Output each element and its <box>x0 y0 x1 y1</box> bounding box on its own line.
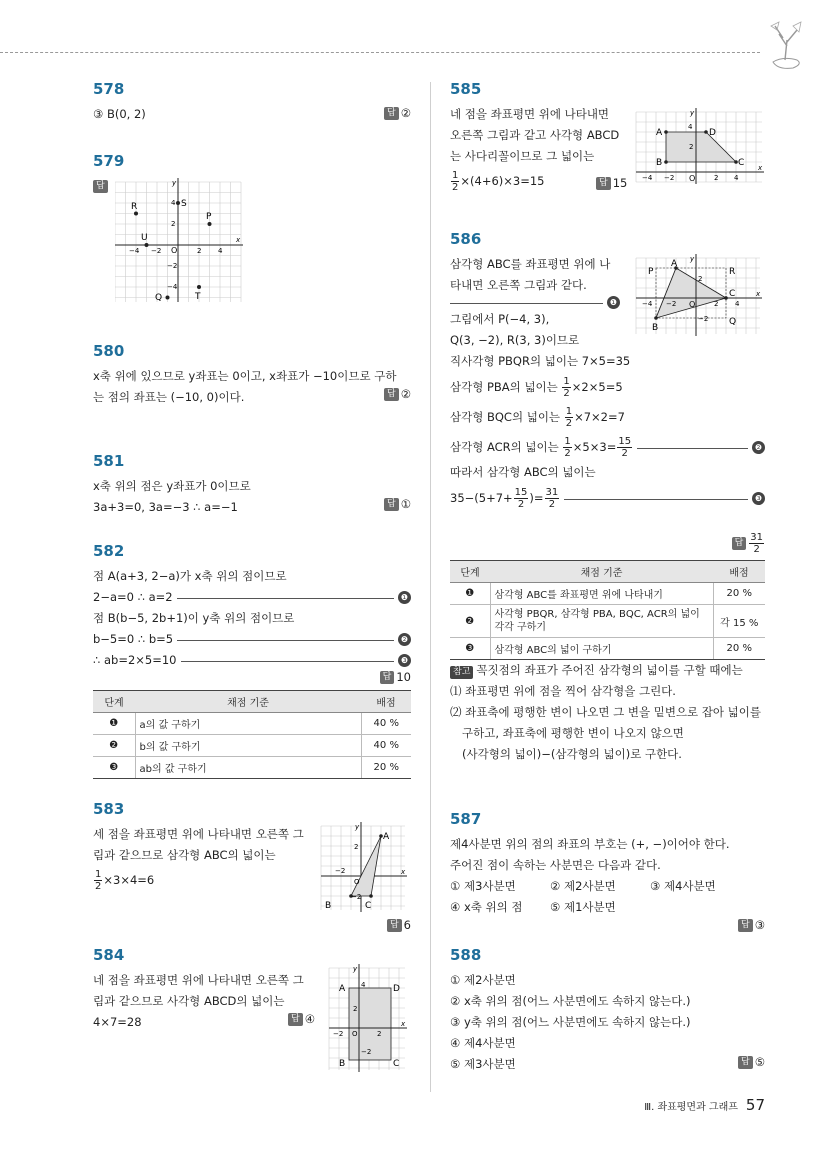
solution-text: 2−a=0 ∴ a=2 <box>93 590 173 604</box>
answer <box>387 918 411 932</box>
solution-line: 림과 같으므로 삼각형 ABC의 넓이는 <box>93 848 276 862</box>
answer-label: 답 <box>380 671 395 684</box>
answer-label: 답 <box>732 537 747 550</box>
step-marker: ❸ <box>398 654 411 667</box>
point-Q <box>166 296 170 300</box>
table-header: 단계 <box>93 691 135 713</box>
step-marker: ❷ <box>752 441 765 454</box>
origin-label: O <box>352 1030 358 1038</box>
answer <box>380 670 411 684</box>
note-line: ⑴ 좌표평면 위에 점을 찍어 삼각형을 그린다. <box>450 684 676 698</box>
solution-line: 제4사분면 위의 점의 좌표의 부호는 (+, −)이어야 한다. <box>450 837 730 851</box>
answer-label: 답 <box>738 1056 753 1069</box>
solution-line: ③ B(0, 2) <box>93 107 146 121</box>
table-header: 채점 기준 <box>135 691 361 713</box>
fraction: $\frac{1}{2}$ <box>452 170 459 193</box>
point-C <box>724 296 728 300</box>
option: ② 제2사분면 <box>550 879 616 893</box>
tick-label: 2 <box>714 300 719 308</box>
tick-label: −2 <box>361 1048 372 1056</box>
y-axis-label: y <box>690 109 695 117</box>
solution-line: 는 점의 좌표는 (−10, 0)이다. <box>93 390 245 404</box>
problem-588 <box>450 946 765 1075</box>
answer-value: ① <box>400 497 411 511</box>
tick-label: 4 <box>171 199 176 207</box>
y-axis-label: y <box>172 179 177 187</box>
solution-line: ② x축 위의 점(어느 사분면에도 속하지 않는다.) <box>450 994 691 1008</box>
answer-value: $\frac{31}{2}$ <box>750 532 763 555</box>
problem-number: 585 <box>450 80 482 98</box>
origin-label: O <box>689 174 696 183</box>
point-label: B <box>325 901 332 911</box>
solution-line: 점 A(a+3, 2−a)가 x축 위의 점이므로 <box>93 569 287 583</box>
point-label: C <box>738 158 745 168</box>
answer-label: 답 <box>384 388 399 401</box>
solution-line: 삼각형 ABC를 좌표평면 위에 나 <box>450 257 611 271</box>
answer-label: 답 <box>596 177 611 190</box>
point-label: B <box>656 158 663 168</box>
point-label: D <box>393 984 400 994</box>
solution-line: 직사각형 PBQR의 넓이는 7×5=35 <box>450 354 631 368</box>
table-cell: 20 % <box>713 583 765 605</box>
chapter-title: Ⅲ. 좌표평면과 그래프 <box>644 1102 738 1113</box>
answer-label: 답 <box>738 919 753 932</box>
solution-line: Q(3, −2), R(3, 3)이므로 <box>450 333 580 347</box>
point-label: T <box>195 292 201 302</box>
page-footer <box>644 1096 765 1114</box>
point-A <box>664 130 668 134</box>
point-T <box>197 285 201 289</box>
tick-label: −2 <box>151 247 162 255</box>
answer <box>288 1012 315 1026</box>
scoring-table <box>93 690 411 779</box>
answer-label: 답 <box>288 1013 303 1026</box>
problem-580 <box>93 342 411 408</box>
table-cell: a의 값 구하기 <box>135 713 361 735</box>
tick-label: 4 <box>361 981 366 989</box>
point-label: U <box>141 233 148 243</box>
tick-label: 2 <box>353 1005 358 1013</box>
answer-value: ⑤ <box>754 1055 765 1069</box>
tick-label: −4 <box>129 247 140 255</box>
table-cell: 삼각형 ABC의 넓이 구하기 <box>490 638 713 660</box>
origin-label: O <box>171 246 178 255</box>
tick-label: 2 <box>197 247 202 255</box>
problem-number: 586 <box>450 230 482 248</box>
solution-line: 점 B(b−5, 2b+1)이 y축 위의 점이므로 <box>93 611 295 625</box>
origin-label: O <box>689 300 696 309</box>
answer <box>384 106 411 120</box>
problem-number: 588 <box>450 946 482 964</box>
option: ① 제3사분면 <box>450 879 516 893</box>
y-axis-label: y <box>690 255 695 263</box>
point-label: A <box>383 832 390 842</box>
table-cell: 20 % <box>713 638 765 660</box>
solution-line <box>450 296 620 309</box>
tick-label: −4 <box>167 283 178 291</box>
answer <box>384 387 411 401</box>
tick-label: 4 <box>734 174 739 182</box>
problem-number: 578 <box>93 80 125 98</box>
point-label: B <box>339 1059 346 1069</box>
solution-line: 네 점을 좌표평면 위에 나타내면 오른쪽 그 <box>93 973 304 987</box>
note-line: ⑵ 좌표축에 평행한 변이 나오면 그 변을 밑변으로 잡아 넓이를 <box>450 705 762 719</box>
table-cell: 20 % <box>361 757 411 779</box>
problem-number: 582 <box>93 542 125 560</box>
point-label: C <box>393 1059 400 1069</box>
tree-decoration-icon <box>753 12 813 72</box>
option: ④ x축 위의 점 <box>450 900 523 914</box>
table-cell: ❷ <box>450 605 490 638</box>
tick-label: 2 <box>171 220 176 228</box>
problem-number: 584 <box>93 946 125 964</box>
point-label: Q <box>729 317 737 327</box>
problem-number: 587 <box>450 810 482 828</box>
option: ⑤ 제1사분면 <box>550 900 616 914</box>
point-label: C <box>365 901 372 911</box>
tick-label: 4 <box>735 300 740 308</box>
solution-line: $\frac{1}{2}$ ×(4+6)×3=15 답 15 <box>452 170 628 193</box>
answer-label: 답 <box>387 919 402 932</box>
solution-line: 오른쪽 그림과 같고 사각형 ABCD <box>450 128 620 142</box>
answer <box>738 1055 765 1069</box>
options-line <box>450 876 765 897</box>
table-cell: b의 값 구하기 <box>135 735 361 757</box>
point-label: B <box>652 323 659 333</box>
option: ③ 제4사분면 <box>650 879 716 893</box>
solution-line <box>93 587 411 608</box>
answer-value: ② <box>400 106 411 120</box>
note-title-line <box>450 660 765 681</box>
point-label: A <box>656 128 663 138</box>
answer-label: 답 <box>384 107 399 120</box>
note-tag: 참고 <box>450 666 473 679</box>
solution-line: 4×7=28 <box>93 1015 142 1029</box>
point-P <box>208 222 212 226</box>
step-marker: ❶ <box>607 296 620 309</box>
table-row <box>93 735 411 757</box>
point-label: Q <box>155 293 163 303</box>
x-axis-label: x <box>758 164 763 172</box>
step-marker: ❸ <box>752 492 765 505</box>
solution-line: ③ y축 위의 점(어느 사분면에도 속하지 않는다.) <box>450 1015 691 1029</box>
x-axis-label: x <box>401 868 406 876</box>
answer-value: ② <box>400 387 411 401</box>
table-header: 채점 기준 <box>490 561 713 583</box>
point-label: P <box>648 267 654 277</box>
table-cell: ❷ <box>93 735 135 757</box>
problem-584 <box>93 946 411 1069</box>
problem-585 <box>450 80 765 193</box>
point-label: D <box>709 128 716 138</box>
tick-label: −2 <box>351 893 362 901</box>
note-title: 꼭짓점의 좌표가 주어진 삼각형의 넓이를 구할 때에는 <box>476 663 743 677</box>
tick-label: −2 <box>335 867 346 875</box>
answer-value: ④ <box>304 1012 315 1026</box>
header-rule <box>0 52 760 53</box>
tick-label: 4 <box>218 247 223 255</box>
tick-label: 2 <box>354 843 359 851</box>
problem-583 <box>93 800 411 932</box>
point-R <box>134 212 138 216</box>
answer <box>384 497 411 511</box>
table-header: 배점 <box>713 561 765 583</box>
point-label: A <box>671 259 678 269</box>
solution-line: x축 위의 점은 y좌표가 0이므로 <box>93 479 251 493</box>
x-axis-label: x <box>236 236 241 244</box>
options-line <box>450 897 765 918</box>
solution-line: 주어진 점이 속하는 사분면은 다음과 같다. <box>450 858 661 872</box>
table-cell: 사각형 PBQR, 삼각형 PBA, BQC, ACR의 넓이 각각 구하기 <box>490 605 713 638</box>
table-cell: ❶ <box>450 583 490 605</box>
coordinate-graph-583 <box>319 822 409 914</box>
problem-number: 579 <box>93 152 125 170</box>
solution-line: 삼각형 ACR의 넓이는 $\frac{1}{2}$ ×5×3= $\frac{15}{2}$ ❷ <box>450 432 765 462</box>
answer-label: 답 <box>93 180 108 193</box>
point-label: A <box>339 984 346 994</box>
answer-value: ③ <box>754 918 765 932</box>
tick-label: 2 <box>689 143 694 151</box>
step-marker: ❶ <box>398 591 411 604</box>
solution-line: ④ 제4사분면 <box>450 1036 516 1050</box>
point-B <box>654 316 658 320</box>
solution-line: 35−(5+7+ $\frac{15}{2}$ )= $\frac{31}{2}$ ❸ <box>450 483 765 513</box>
table-header: 배점 <box>361 691 411 713</box>
solution-line: 3a+3=0, 3a=−3 ∴ a=−1 <box>93 500 238 514</box>
solution-line: x축 위에 있으므로 y좌표는 0이고, x좌표가 −10이므로 구하 <box>93 369 397 383</box>
fraction: $\frac{1}{2}$ <box>95 869 102 892</box>
solution-line <box>93 650 411 671</box>
problem-582 <box>93 542 411 775</box>
table-row <box>93 757 411 779</box>
problem-578 <box>93 80 411 125</box>
solution-line: 그림에서 P(−4, 3), <box>450 312 550 326</box>
table-cell: ❸ <box>93 757 135 779</box>
origin-label: O <box>354 878 360 886</box>
note-line: 구하고, 좌표축에 평행한 변이 나오지 않으면 <box>462 726 684 740</box>
tick-label: 2 <box>714 174 719 182</box>
problem-number: 580 <box>93 342 125 360</box>
coordinate-graph-579 <box>115 178 245 306</box>
solution-text: b−5=0 ∴ b=5 <box>93 632 174 646</box>
x-axis-label: x <box>756 290 761 298</box>
page-number: 57 <box>745 1096 765 1114</box>
solution-line: 림과 같으므로 사각형 ABCD의 넓이는 <box>93 994 285 1008</box>
solution-line: 네 점을 좌표평면 위에 나타내면 <box>450 107 610 121</box>
solution-line: 세 점을 좌표평면 위에 나타내면 오른쪽 그 <box>93 827 304 841</box>
point-label: P <box>206 212 212 222</box>
answer <box>596 173 627 194</box>
table-row <box>450 605 765 638</box>
answer-value: 10 <box>396 670 411 684</box>
tick-label: −2 <box>698 315 709 323</box>
table-cell: 40 % <box>361 735 411 757</box>
column-divider <box>430 82 431 1092</box>
solution-line: 삼각형 BQC의 넓이는 $\frac{1}{2}$ ×7×2=7 <box>450 406 625 429</box>
table-row <box>450 638 765 660</box>
point-label: R <box>729 267 736 277</box>
coordinate-graph-586 <box>634 254 764 338</box>
answer-value: 15 <box>612 176 628 190</box>
solution-line: 타내면 오른쪽 그림과 같다. <box>450 278 587 292</box>
point-B <box>664 160 668 164</box>
problem-581 <box>93 452 411 518</box>
solution-line: 따라서 삼각형 ABC의 넓이는 <box>450 465 596 479</box>
table-cell: ❸ <box>450 638 490 660</box>
note-line: (사각형의 넓이)−(삼각형의 넓이)로 구한다. <box>462 747 682 761</box>
table-cell: 각 15 % <box>713 605 765 638</box>
solution-line: ① 제2사분면 <box>450 973 516 987</box>
tick-label: −2 <box>666 300 677 308</box>
tick-label: 4 <box>688 123 693 131</box>
solution-line: ⑤ 제3사분면 <box>450 1057 516 1071</box>
problem-number: 583 <box>93 800 125 818</box>
y-axis-label: y <box>355 823 360 831</box>
table-cell: 삼각형 ABC를 좌표평면 위에 나타내기 <box>490 583 713 605</box>
table-row <box>93 713 411 735</box>
table-cell: 40 % <box>361 713 411 735</box>
solution-line: 삼각형 PBA의 넓이는 $\frac{1}{2}$ ×2×5=5 <box>450 376 623 399</box>
reference-note <box>450 660 765 765</box>
point-label: S <box>181 199 187 209</box>
table-row <box>450 583 765 605</box>
table-cell: ab의 값 구하기 <box>135 757 361 779</box>
scoring-table <box>450 560 765 660</box>
table-cell: ❶ <box>93 713 135 735</box>
answer-label: 답 <box>384 498 399 511</box>
solution-line: 는 사다리꼴이므로 그 넓이는 <box>450 149 595 163</box>
tick-label: 2 <box>698 275 703 283</box>
solution-text: ∴ ab=2×5=10 <box>93 653 177 667</box>
coordinate-graph-584 <box>327 964 409 1074</box>
point-U <box>145 243 149 247</box>
solution-line <box>93 629 411 650</box>
tick-label: −4 <box>642 300 653 308</box>
problem-586 <box>450 230 765 761</box>
answer-value: 6 <box>403 918 411 932</box>
solution-line: $\frac{1}{2}$ ×3×4=6 <box>95 869 155 892</box>
point-C <box>369 894 373 898</box>
step-marker: ❷ <box>398 633 411 646</box>
tick-label: 2 <box>377 1030 382 1038</box>
coordinate-graph-585 <box>634 108 766 186</box>
tick-label: −2 <box>333 1030 344 1038</box>
x-axis-label: x <box>401 1020 406 1028</box>
point-D <box>704 130 708 134</box>
table-header: 단계 <box>450 561 490 583</box>
answer <box>732 532 765 555</box>
tick-label: −2 <box>664 174 675 182</box>
problem-587 <box>450 810 765 932</box>
tick-label: −2 <box>167 262 178 270</box>
point-label: C <box>729 289 736 299</box>
problem-579 <box>93 152 411 303</box>
point-label: R <box>131 202 138 212</box>
point-S <box>176 201 180 205</box>
y-axis-label: y <box>353 965 358 973</box>
tick-label: −4 <box>642 174 653 182</box>
answer <box>738 918 765 932</box>
problem-number: 581 <box>93 452 125 470</box>
